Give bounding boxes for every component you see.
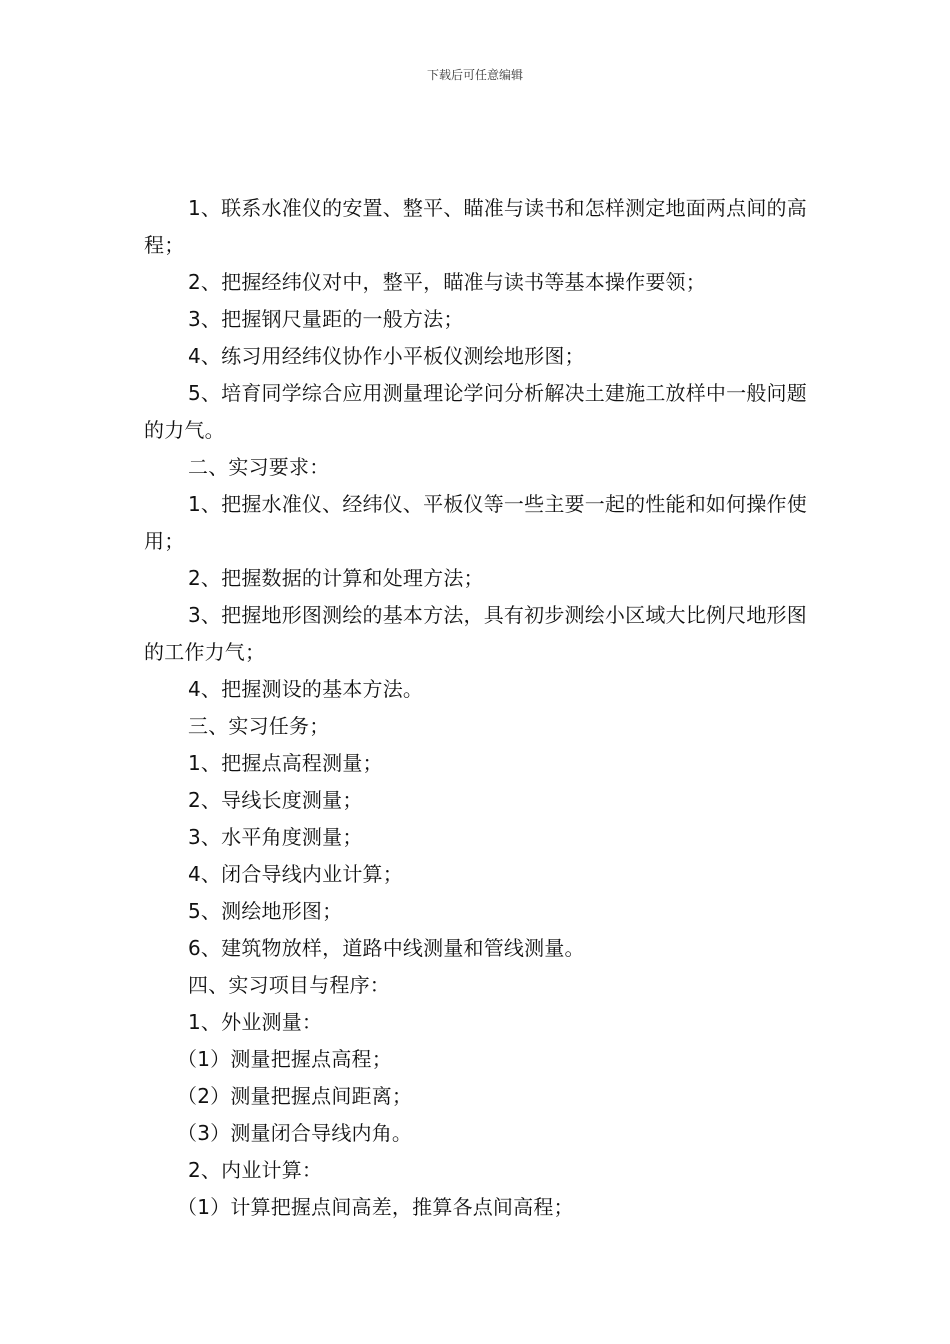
list-item: （1）测量把握点高程； — [177, 1047, 392, 1071]
subsection-heading: 2、内业计算： — [188, 1158, 323, 1182]
paragraph: 1、联系水准仪的安置、整平、瞄准与读书和怎样测定地面两点间的高程； — [144, 196, 807, 257]
list-item: （3）测量闭合导线内角。 — [177, 1121, 413, 1145]
paragraph: 4、练习用经纬仪协作小平板仪测绘地形图； — [188, 344, 585, 368]
header-note: 下载后可任意编辑 — [426, 68, 523, 82]
document-body — [144, 190, 810, 1226]
paragraph: 2、把握经纬仪对中，整平，瞄准与读书等基本操作要领； — [188, 270, 706, 294]
list-item: （1）计算把握点间高差，推算各点间高程； — [177, 1195, 574, 1219]
paragraph: 1、把握水准仪、经纬仪、平板仪等一些主要一起的性能和如何操作使用； — [144, 492, 807, 553]
paragraph: 3、把握地形图测绘的基本方法，具有初步测绘小区域大比例尺地形图的工作力气； — [144, 603, 807, 664]
paragraph: 5、测绘地形图； — [188, 899, 343, 923]
subsection-heading: 1、外业测量： — [188, 1010, 323, 1034]
paragraph: 2、导线长度测量； — [188, 788, 363, 812]
list-item: （2）测量把握点间距离； — [177, 1084, 413, 1108]
paragraph: 4、把握测设的基本方法。 — [188, 677, 424, 701]
paragraph: 4、闭合导线内业计算； — [188, 862, 403, 886]
paragraph: 3、水平角度测量； — [188, 825, 363, 849]
section-heading: 三、实习任务； — [188, 714, 330, 738]
section-heading: 二、实习要求： — [188, 455, 330, 479]
paragraph: 5、培育同学综合应用测量理论学问分析解决土建施工放样中一般问题的力气。 — [144, 381, 807, 442]
section-heading: 四、实习项目与程序： — [188, 973, 390, 997]
paragraph: 3、把握钢尺量距的一般方法； — [188, 307, 464, 331]
paragraph: 2、把握数据的计算和处理方法； — [188, 566, 484, 590]
paragraph: 1、把握点高程测量； — [188, 751, 383, 775]
paragraph: 6、建筑物放样，道路中线测量和管线测量。 — [188, 936, 585, 960]
